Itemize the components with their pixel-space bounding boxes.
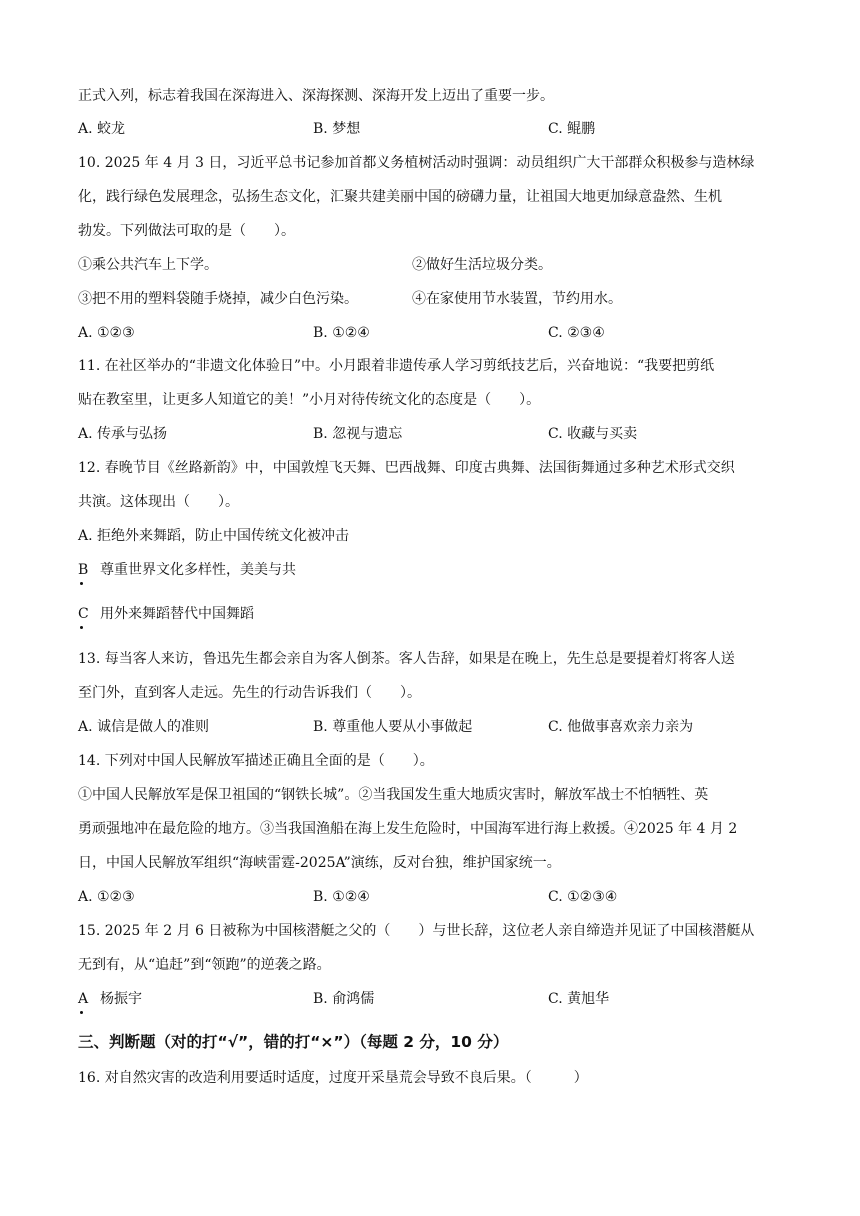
- q15-stem-line1: 15. 2025 年 2 月 6 日被称为中国核潜艇之父的（ ）与世长辞，这位老人亲自缔造并见证了中国核潜艇从: [78, 923, 755, 939]
- q12-option-c: 用外来舞蹈替代中国舞蹈: [100, 606, 254, 622]
- q11-stem-line1: 11. 在社区举办的“非遗文化体验日”中。小月跟着非遗传承人学习剪纸技艺后，兴奋地说：“我要把剪纸: [78, 358, 715, 374]
- q11-stem-line2: 贴在教室里，让更多人知道它的美！”小月对待传统文化的态度是（ ）。: [78, 392, 541, 408]
- q9-option-b: B. 梦想: [313, 121, 361, 137]
- q12-option-b: 尊重世界文化多样性，美美与共: [100, 562, 296, 578]
- q13-stem-line2: 至门外，直到客人走远。先生的行动告诉我们（ ）。: [78, 685, 421, 701]
- q14-option-c: C. ①②③④: [548, 889, 618, 905]
- q10-option-b: B. ①②④: [313, 325, 370, 341]
- q12-option-c-marker: [78, 604, 89, 624]
- q14-option-b: B. ①②④: [313, 889, 370, 905]
- q14-option-a: A. ①②③: [78, 889, 135, 905]
- q14-stem-line2: ①中国人民解放军是保卫祖国的“钢铁长城”。②当我国发生重大地质灾害时，解放军战士不怕牺牲、英: [78, 787, 709, 803]
- q11-option-a: A. 传承与弘扬: [78, 426, 168, 442]
- q10-option-a: A. ①②③: [78, 325, 135, 341]
- q9-option-a: A. 蛟龙: [78, 121, 126, 137]
- q13-option-a: A. 诚信是做人的准则: [78, 719, 210, 735]
- q12-option-b-letter: B: [78, 562, 89, 578]
- q13-stem-line1: 13. 每当客人来访，鲁迅先生都会亲自为客人倒茶。客人告辞，如果是在晚上，先生总是要提着灯将客人送: [78, 651, 735, 667]
- q15-option-c: C. 黄旭华: [548, 991, 610, 1007]
- q13-option-b: B. 尊重他人要从小事做起: [313, 719, 473, 735]
- q10-stem-line2: 化，践行绿色发展理念，弘扬生态文化，汇聚共建美丽中国的磅礴力量，让祖国大地更加绿意盎然、生机: [78, 189, 722, 205]
- q11-option-c: C. 收藏与买卖: [548, 426, 638, 442]
- q15-option-b: B. 俞鸿儒: [313, 991, 375, 1007]
- q15-option-a-marker: [78, 989, 88, 1009]
- q10-stem-line3: 勃发。下列做法可取的是（ ）。: [78, 223, 295, 239]
- q11-option-b: B. 忽视与遗忘: [313, 426, 403, 442]
- dot-mark: [80, 626, 83, 629]
- q10-item-3: ③把不用的塑料袋随手烧掉，减少白色污染。: [78, 291, 358, 307]
- dot-mark: [80, 582, 83, 585]
- q14-stem-line3: 勇顽强地冲在最危险的地方。③当我国渔船在海上发生危险时，中国海军进行海上救援。④2025 年 4 月 2: [78, 821, 738, 837]
- q9-option-c: C. 鲲鹏: [548, 121, 596, 137]
- q9-stem-tail: 正式入列，标志着我国在深海进入、深海探测、深海开发上迈出了重要一步。: [78, 88, 554, 104]
- q13-option-c: C. 他做事喜欢亲力亲为: [548, 719, 694, 735]
- q16-stem: 16. 对自然灾害的改造利用要适时适度，过度开采垦荒会导致不良后果。（ ）: [78, 1070, 588, 1086]
- q12-option-a: A. 拒绝外来舞蹈，防止中国传统文化被冲击: [78, 528, 350, 544]
- q10-item-2: ②做好生活垃圾分类。: [412, 257, 552, 273]
- q10-stem-line1: 10. 2025 年 4 月 3 日，习近平总书记参加首都义务植树活动时强调：动员组织广大干部群众积极参与造林绿: [78, 155, 755, 171]
- q14-stem-line1: 14. 下列对中国人民解放军描述正确且全面的是（ ）。: [78, 753, 434, 769]
- q10-item-1: ①乘公共汽车上下学。: [78, 257, 218, 273]
- q10-item-4: ④在家使用节水装置，节约用水。: [412, 291, 622, 307]
- q12-stem-line2: 共演。这体现出（ ）。: [78, 494, 239, 510]
- q15-option-a: 杨振宇: [100, 991, 142, 1007]
- q15-option-a-letter: A: [78, 991, 89, 1007]
- q15-stem-line2: 无到有，从“追赶”到“领跑”的逆袭之路。: [78, 957, 331, 973]
- dot-mark: [80, 1011, 83, 1014]
- section-3-heading: 三、判断题（对的打“√”，错的打“×”）（每题 2 分，10 分）: [78, 1033, 509, 1051]
- q12-stem-line1: 12. 春晚节目《丝路新韵》中，中国敦煌飞天舞、巴西战舞、印度古典舞、法国街舞通过多种艺术形式交织: [78, 460, 735, 476]
- q12-option-c-letter: C: [78, 606, 89, 622]
- q10-option-c: C. ②③④: [548, 325, 605, 341]
- q12-option-b-marker: [78, 560, 88, 580]
- q14-stem-line4: 日，中国人民解放军组织“海峡雷霆-2025A”演练，反对台独，维护国家统一。: [78, 855, 561, 871]
